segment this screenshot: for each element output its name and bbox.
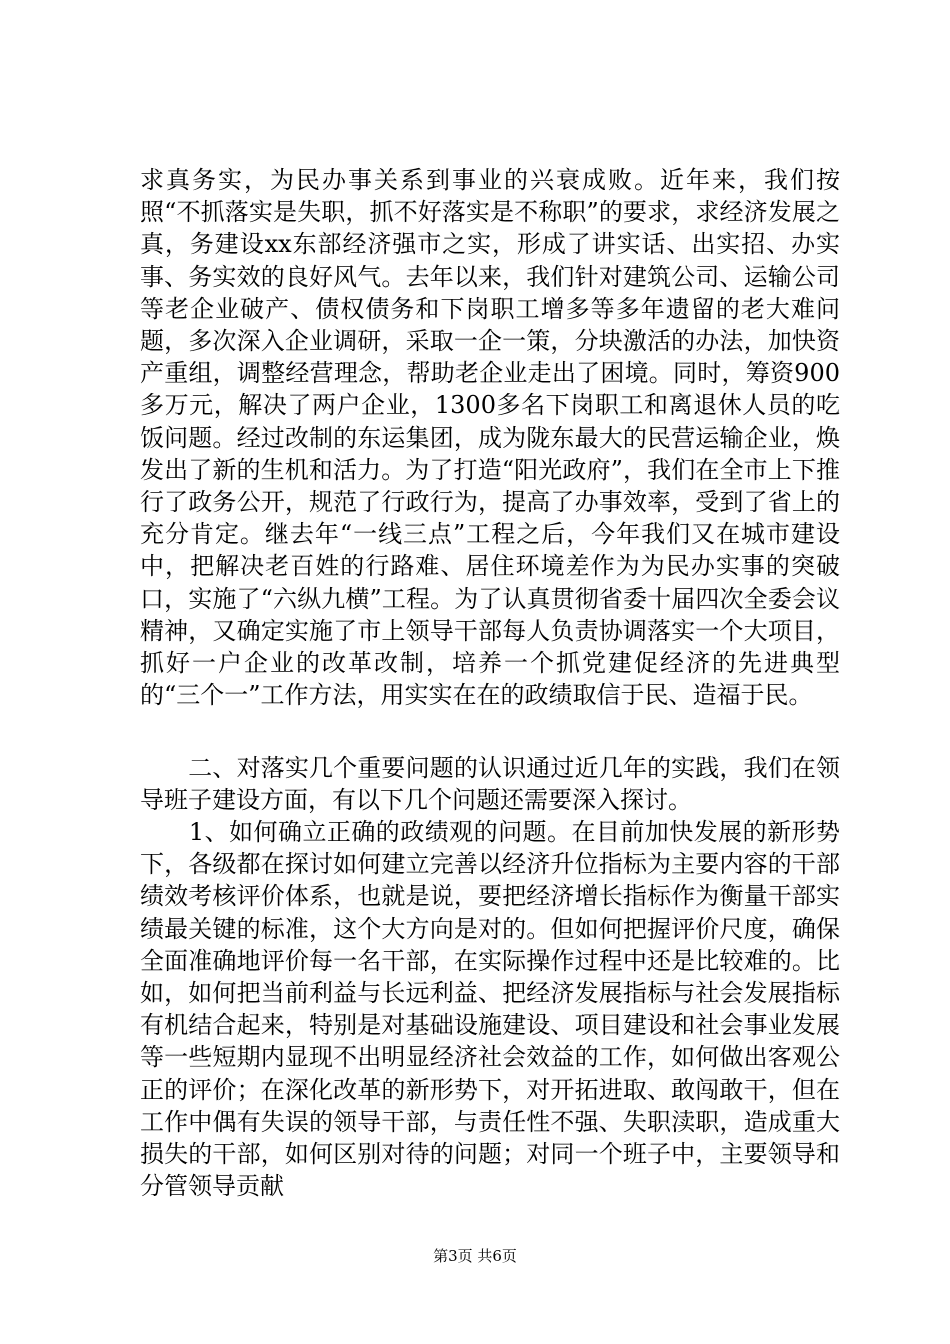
body-paragraph-1: 求真务实，为民办事关系到事业的兴衰成败。近年来，我们按照“不抓落实是失职，抓不好落实是不称职”的要求，求经济发展之真，务建设xx东部经济强市之实，形成了讲实话、出实招、办实事、务实效的良好风气。去年以来，我们针对建筑公司、运输公司等老企业破产、债权债务和下岗职工增多等多年遗留的老大难问题，多次深入企业调研，采取一企一策，分块激活的办法，加快资产重组，调整经营理念，帮助老企业走出了困境。同时，筹资900多万元，解决了两户企业，1300多名下岗职工和离退休人员的吃饭问题。经过改制的东运集团，成为陇东最大的民营运输企业，焕发出了新的生机和活力。为了打造“阳光政府”，我们在全市上下推行了政务公开，规范了行政行为，提高了办事效率，受到了省上的充分肯定。继去年“一线三点”工程之后，今年我们又在城市建设中，把解决老百姓的行路难、居住环境差作为为民办实事的突破口，实施了“六纵九横”工程。为了认真贯彻省委十届四次全委会议精神，又确定实施了市上领导干部每人负责协调落实一个大项目，抓好一户企业的改革改制，培养一个抓党建促经济的先进典型的“三个一”工作方法，用实实在在的政绩取信于民、造福于民。 (140, 166, 840, 710)
body-paragraph-3: 1、如何确立正确的政绩观的问题。在目前加快发展的新形势下，各级都在探讨如何建立完善以经济升位指标为主要内容的干部绩效考核评价体系，也就是说，要把经济增长指标作为衡量干部实绩最关键的标准，这个大方向是对的。但如何把握评价尺度，确保全面准确地评价每一名干部，在实际操作过程中还是比较难的。比如，如何把当前利益与长远利益、把经济发展指标与社会发展指标有机结合起来，特别是对基础设施建设、项目建设和社会事业发展等一些短期内显现不出明显经济社会效益的工作，如何做出客观公正的评价；在深化改革的新形势下，对开拓进取、敢闯敢干，但在工作中偶有失误的领导干部，与责任性不强、失职渎职，造成重大损失的干部，如何区别对待的问题；对同一个班子中，主要领导和分管领导贡献 (140, 818, 840, 1201)
section-heading-paragraph: 二、对落实几个重要问题的认识通过近几年的实践，我们在领导班子建设方面，有以下几个问题还需要深入探讨。 (140, 754, 840, 815)
page-number-footer: 第3页 共6页 (433, 1247, 517, 1265)
